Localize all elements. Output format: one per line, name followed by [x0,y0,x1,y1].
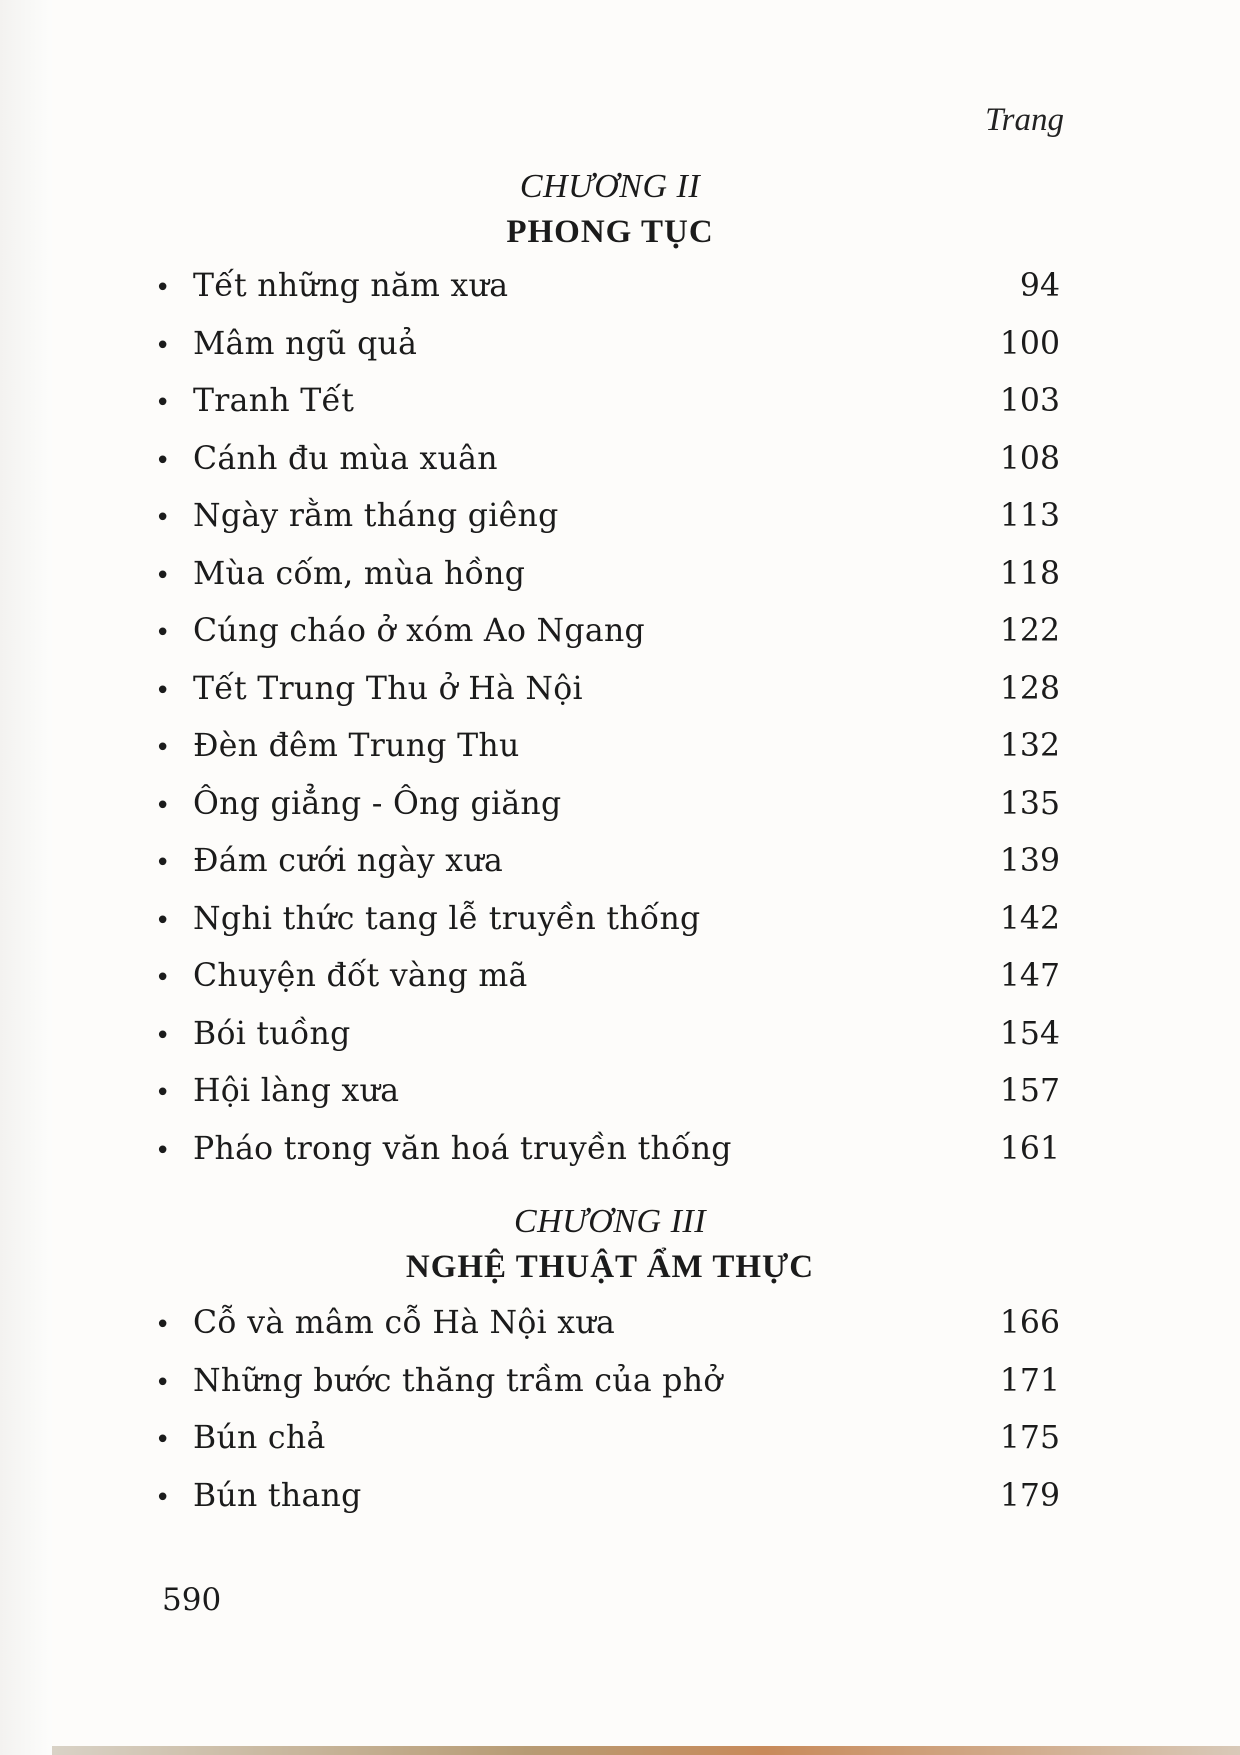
toc-entry-title: Ông giẳng - Ông giăng [193,785,562,822]
toc-entry-title: Bún chả [193,1420,326,1456]
toc-entry-title: Mâm ngũ quả [193,325,418,362]
toc-entry [155,1478,1060,1536]
bullet-icon: • [155,560,171,591]
bullet-icon: • [155,675,171,706]
toc-entry [155,498,1060,556]
toc-entry-title: Đèn đêm Trung Thu [193,728,520,764]
toc-entry-title: Tranh Tết [193,383,355,419]
toc-entry-page: 157 [999,1073,1060,1109]
toc-entry-title: Tết Trung Thu ở Hà Nội [193,670,583,707]
chapter-3-title: NGHỆ THUẬT ẨM THỰC [405,1249,815,1285]
bullet-icon: • [155,790,171,821]
toc-entry-page: 139 [999,843,1060,879]
toc-entry-title: Những bước thăng trầm của phở [193,1362,723,1399]
toc-entry-title: Bún thang [193,1477,362,1514]
toc-entry-page: 166 [999,1305,1060,1341]
toc-entry-title: Cúng cháo ở xóm Ao Ngang [193,613,646,649]
toc-entry-page: 142 [999,900,1060,937]
toc-entry [155,613,1060,671]
toc-entry [155,1363,1060,1421]
page-number: 590 [162,1582,222,1618]
bullet-icon: • [155,963,171,993]
toc-entry-page: 171 [999,1362,1060,1399]
toc-entry-title: Ngày rằm tháng giêng [193,498,559,534]
toc-entry [155,1131,1060,1189]
toc-entry-title: Mùa cốm, mùa hồng [193,555,526,592]
toc-entry [155,671,1060,729]
toc-entry-title: Hội làng xưa [193,1073,400,1109]
toc-entry-page: 147 [999,958,1060,994]
bullet-icon: • [155,445,171,476]
bullet-icon: • [155,1135,171,1166]
toc-entry [155,1420,1060,1478]
bullet-icon: • [155,848,171,878]
toc-entry [155,958,1060,1016]
bullet-icon: • [155,1482,171,1513]
toc-entry [155,556,1060,614]
toc-entry [155,268,1060,326]
toc-entry-title: Cỗ và mâm cỗ Hà Nội xưa [193,1305,616,1341]
bullet-icon: • [155,905,171,936]
toc-entry [155,1073,1060,1131]
toc-entry-title: Nghi thức tang lễ truyền thống [193,900,701,937]
toc-entry-title: Pháo trong văn hoá truyền thống [193,1130,732,1167]
toc-entry [155,843,1060,901]
toc-entry [155,901,1060,959]
toc-entry-title: Cánh đu mùa xuân [193,440,498,477]
toc-entry-page: 94 [1019,268,1060,304]
bullet-icon: • [155,1367,171,1398]
chapter-3-label: CHƯƠNG III [513,1203,707,1240]
chapter-2-toc [155,268,1060,1188]
toc-entry-page: 103 [999,383,1060,419]
toc-entry-page: 135 [999,785,1060,822]
bullet-icon: • [155,733,171,763]
toc-entry-title: Chuyện đốt vàng mã [193,958,528,994]
bullet-icon: • [155,618,171,648]
toc-entry [155,383,1060,441]
bullet-icon: • [155,388,171,418]
toc-entry [155,1305,1060,1363]
toc-entry-page: 154 [999,1015,1060,1052]
toc-entry [155,441,1060,499]
chapter-2-heading [240,165,980,255]
toc-entry-page: 179 [999,1477,1060,1514]
toc-entry [155,326,1060,384]
toc-entry [155,1016,1060,1074]
toc-entry [155,728,1060,786]
toc-entry-page: 122 [999,613,1060,649]
chapter-3-toc [155,1305,1060,1535]
toc-entry-page: 100 [999,325,1060,362]
toc-entry-title: Bói tuồng [193,1015,351,1052]
toc-entry [155,786,1060,844]
toc-entry-title: Tết những năm xưa [193,268,509,304]
page-binding-shadow [0,0,55,1755]
toc-entry-page: 175 [999,1420,1060,1456]
bullet-icon: • [155,503,171,533]
toc-entry-page: 108 [999,440,1060,477]
toc-entry-page: 113 [999,498,1060,534]
bullet-icon: • [155,330,171,361]
toc-entry-page: 161 [999,1130,1060,1167]
toc-entry-page: 128 [999,670,1060,707]
toc-entry-page: 132 [999,728,1060,764]
toc-entry-page: 118 [999,555,1060,592]
chapter-2-title: PHONG TỤC [506,214,714,250]
bullet-icon: • [155,1020,171,1051]
bullet-icon: • [155,1310,171,1340]
page-bottom-edge [52,1746,1240,1755]
toc-entry-title: Đám cưới ngày xưa [193,843,504,879]
bullet-icon: • [155,273,171,303]
bullet-icon: • [155,1425,171,1455]
bullet-icon: • [155,1078,171,1108]
chapter-2-label: CHƯƠNG II [519,168,701,205]
chapter-3-heading [240,1200,980,1290]
page-column-label: Trang [985,102,1064,138]
